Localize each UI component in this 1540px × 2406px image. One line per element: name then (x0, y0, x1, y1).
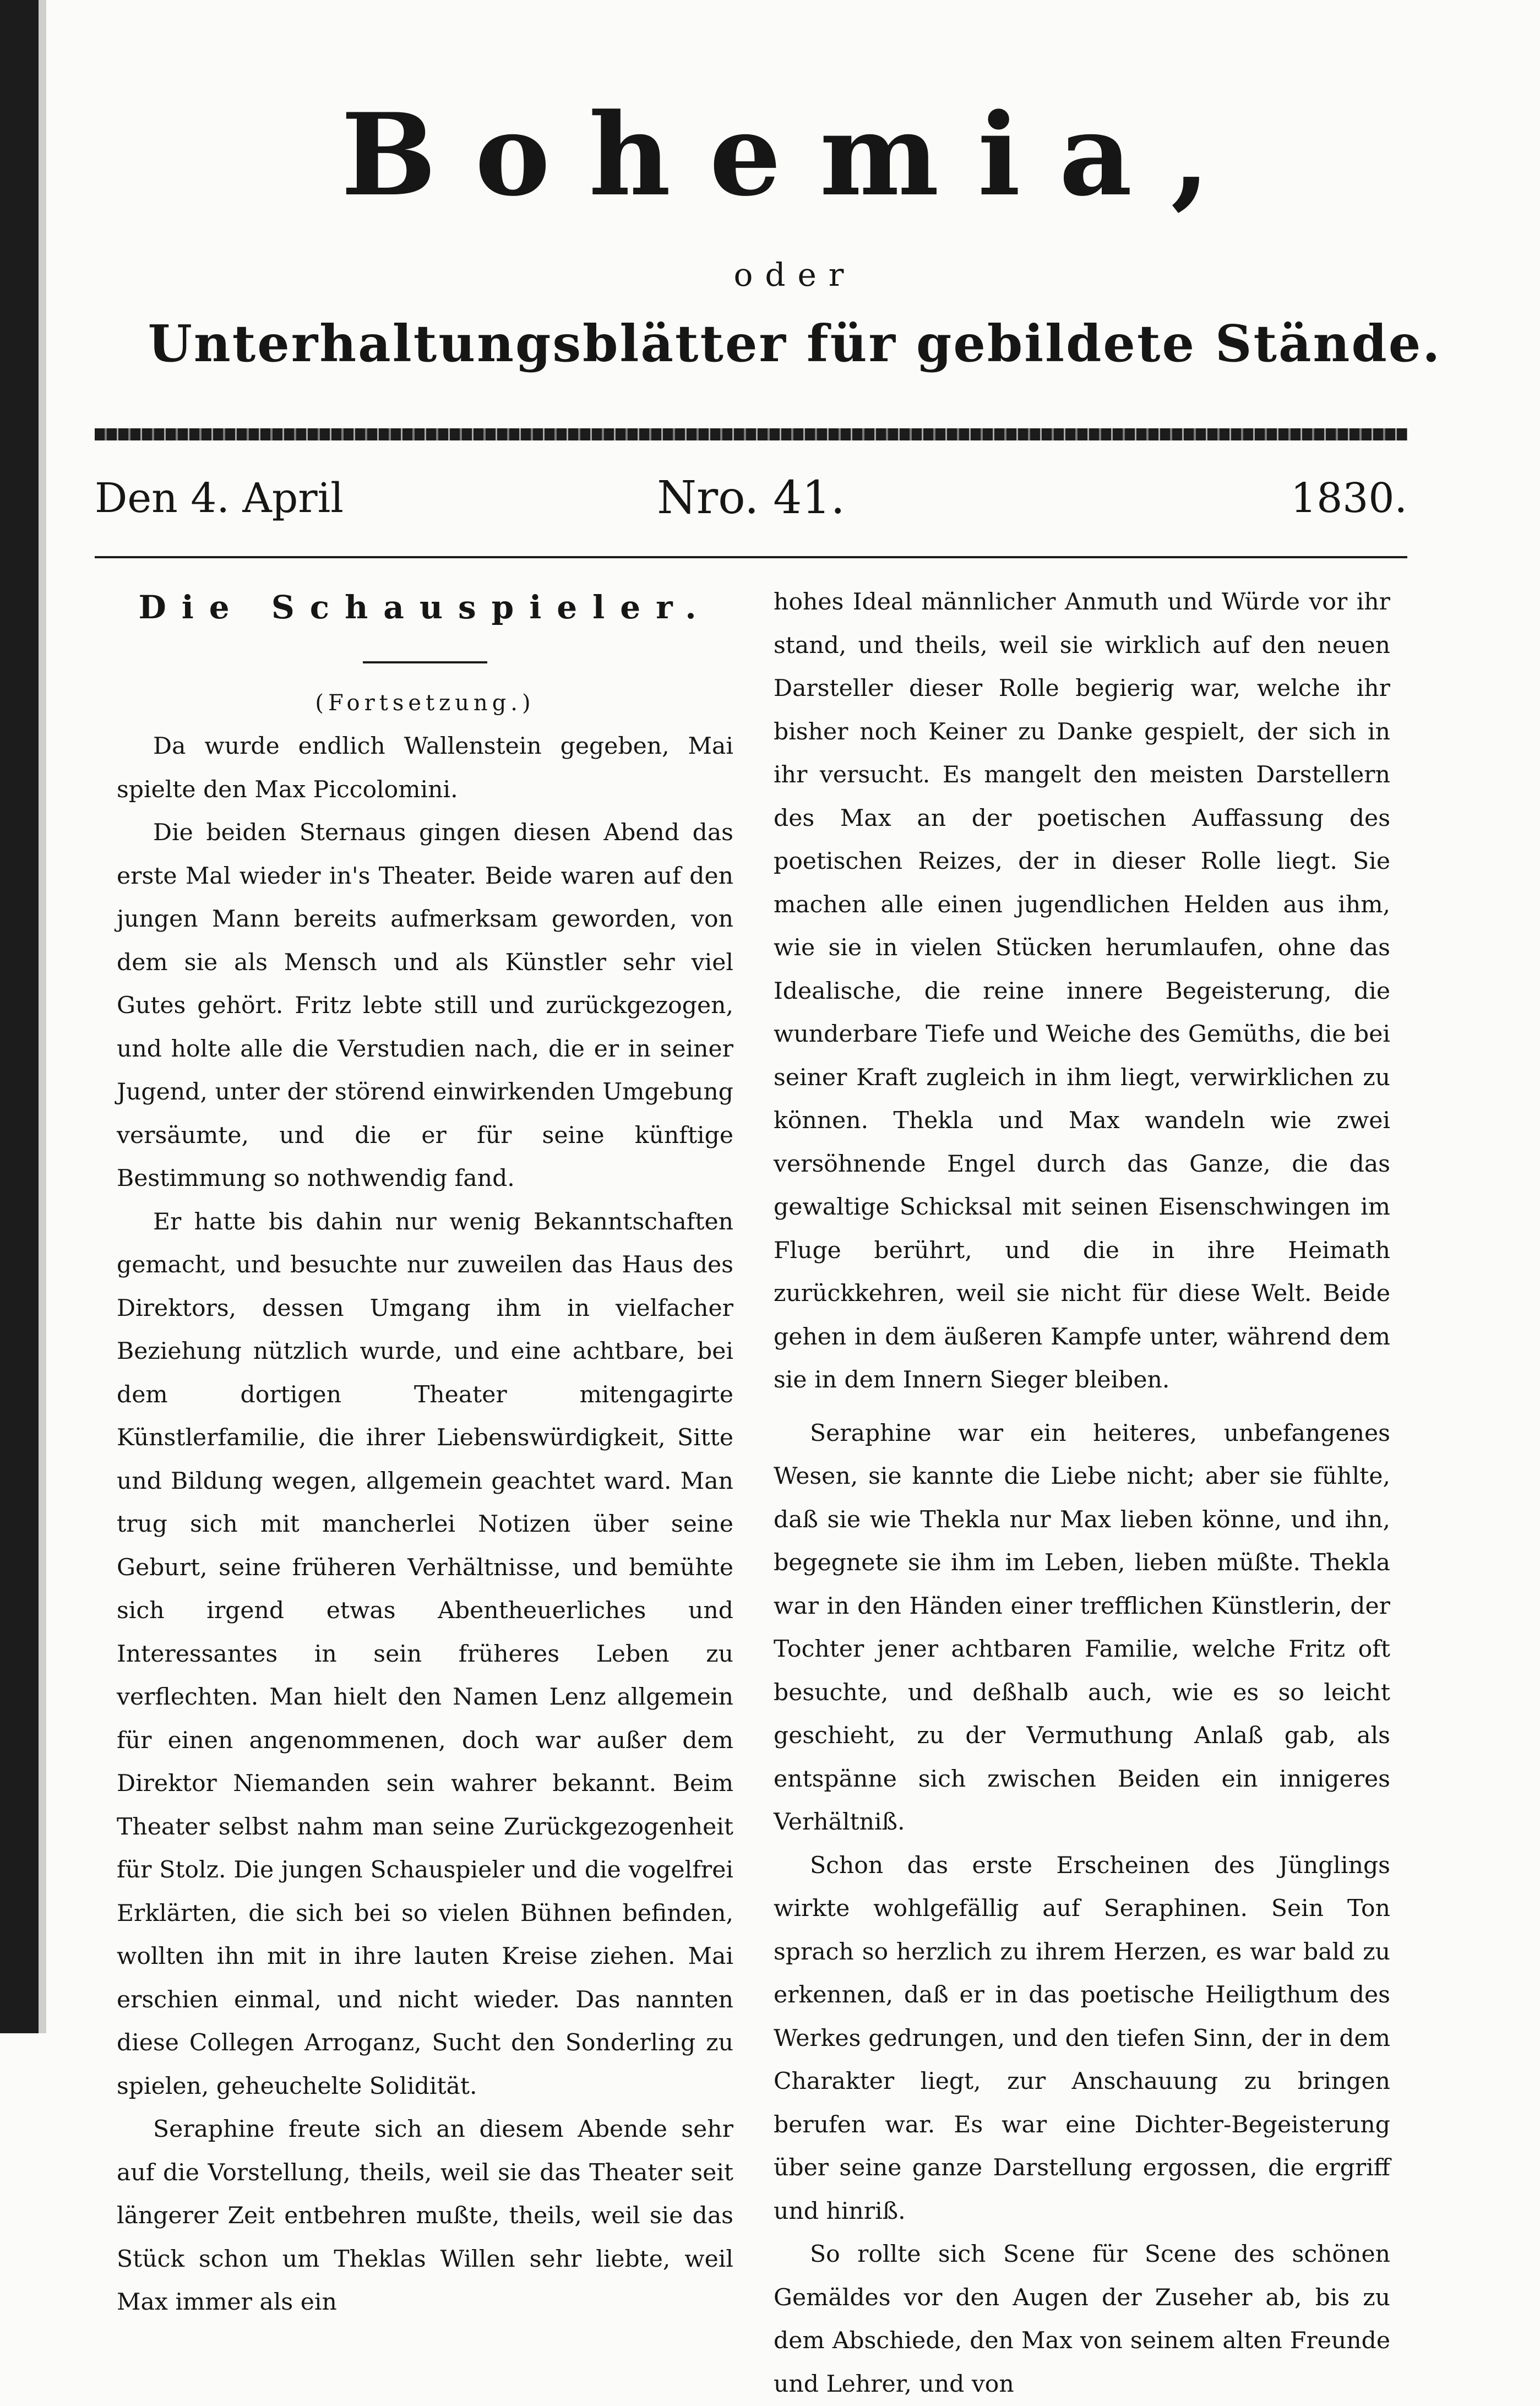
masthead-title: Bohemia, (341, 89, 1249, 221)
paragraph: So rollte sich Scene für Scene des schönen Gemäldes vor den Augen der Zuseher ab, bis zu dem Abschiede, den Max von seinem alten Freunde und Lehrer, und von (774, 2241, 1390, 2398)
issue-date: Den 4. April (95, 475, 344, 522)
paragraph: Er hatte bis dahin nur wenig Bekanntschaften gemacht, und besuchte nur zuweilen das Haus des Direktors, dessen Umgang ihm in vielfacher Beziehung nützlich wurde, und eine achtbare, bei dem dortigen Theater mitengagirte Künstlerfamilie, die ihrer Liebenswürdigkeit, Sitte und Bildung wegen, allgemein geachtet ward. Man trug sich mit mancherlei Notizen über seine Geburt, seine früheren Verhältnisse, und bemühte sich irgend etwas Abentheuerliches und Interessantes in sein früheres Leben zu verflechten. Man hielt den Namen Lenz allgemein für einen angenommenen, doch war außer dem Direktor Niemanden sein wahrer bekannt. Beim Theater selbst nahm man seine Zurückgezogenheit für Stolz. Die jungen Schauspieler und die vogelfrei Erklärten, die sich bei so vielen Bühnen befinden, wollten ihn mit in ihre lauten Kreise ziehen. Mai erschien einmal, und nicht wieder. Das nannten diese Collegen Arroganz, Sucht den Sonderling zu spielen, geheuchelte Solidität. (117, 1208, 733, 2100)
issue-number: Nro. 41. (657, 472, 845, 524)
masthead-subtitle: Unterhaltungsblätter für gebildete Stände. (148, 314, 1442, 373)
issue-info-row (95, 468, 1407, 529)
issue-year: 1830. (1291, 475, 1407, 522)
masthead-connector: oder (733, 256, 856, 293)
text-column-left (117, 581, 733, 2325)
paragraph: Die beiden Sternaus gingen diesen Abend das erste Mal wieder in's Theater. Beide waren auf den jungen Mann bereits aufmerksam geworden, von dem sie als Mensch und als Künstler sehr viel Gutes gehört. Fritz lebte still und zurückgezogen, und holte alle die Verstudien nach, die er in seiner Jugend, unter der störend einwirkenden Umgebung versäumte, und die er für seine künftige Bestimmung so nothwendig fand. (117, 819, 733, 1192)
scan-page-edge (0, 0, 39, 2033)
paragraph: Seraphine freute sich an diesem Abende sehr auf die Vorstellung, theils, weil sie das Theater seit längerer Zeit entbehren mußte, theils, weil sie das Stück schon um Theklas Willen sehr liebte, weil Max immer als ein (117, 2116, 733, 2316)
paragraph: Da wurde endlich Wallenstein gegeben, Mai spielte den Max Piccolomini. (117, 733, 733, 803)
paragraph: Seraphine war ein heiteres, unbefangenes Wesen, sie kannte die Liebe nicht; aber sie fühlte, daß sie wie Thekla nur Max lieben könne, und ihn, begegnete sie ihm im Leben, lieben müßte. Thekla war in den Händen einer trefflichen Künstlerin, der Tochter jener achtbaren Familie, welche Fritz oft besuchte, und deßhalb auch, wie es so leicht geschieht, zu der Vermuthung Anlaß gab, als entspänne sich zwischen Beiden ein innigeres Verhältniß. (774, 1419, 1390, 1836)
text-column-right (774, 581, 1390, 2406)
paragraph: Schon das erste Erscheinen des Jünglings wirkte wohlgefällig auf Seraphinen. Sein Ton sprach so herzlich zu ihrem Herzen, es war bald zu erkennen, daß er in das poetische Heiligthum des Werkes gedrungen, und den tiefen Sinn, der in dem Charakter liegt, zur Anschauung zu bringen berufen war. Es war eine Dichter-Begeisterung über seine ganze Darstellung ergossen, die ergriff und hinriß. (774, 1852, 1390, 2225)
article-subtitle: (Fortsetzung.) (315, 690, 535, 716)
header-divider (95, 556, 1407, 558)
title-divider (363, 661, 487, 663)
paragraph-continued: hohes Ideal männlicher Anmuth und Würde vor ihr stand, und theils, weil sie wirklich auf den neuen Darsteller dieser Rolle begierig war, welche ihr bisher noch Keiner zu Danke gespielt, der sich in ihr versucht. Es mangelt den meisten Darstellern des Max an der poetischen Auffassung des poetischen Reizes, der in dieser Rolle liegt. Sie machen alle einen jugendlichen Helden aus ihm, wie sie in vielen Stücken herumlaufen, ohne das Idealische, die reine innere Begeisterung, die wunderbare Tiefe und Weiche des Gemüths, die bei seiner Kraft zugleich in ihm liegt, verwirklichen zu können. Thekla und Max wandeln wie zwei versöhnende Engel durch das Ganze, die das gewaltige Schicksal mit seinen Eisenschwingen im Fluge berührt, und die in ihre Heimath zurückkehren, weil sie nicht für diese Welt. Beide gehen in dem äußeren Kampfe unter, während dem sie in dem Innern Sieger bleiben. (774, 589, 1390, 1393)
article-title: Die Schauspieler. (138, 589, 712, 626)
scan-page-gutter (39, 0, 46, 2033)
ornamental-rule (95, 428, 1407, 440)
